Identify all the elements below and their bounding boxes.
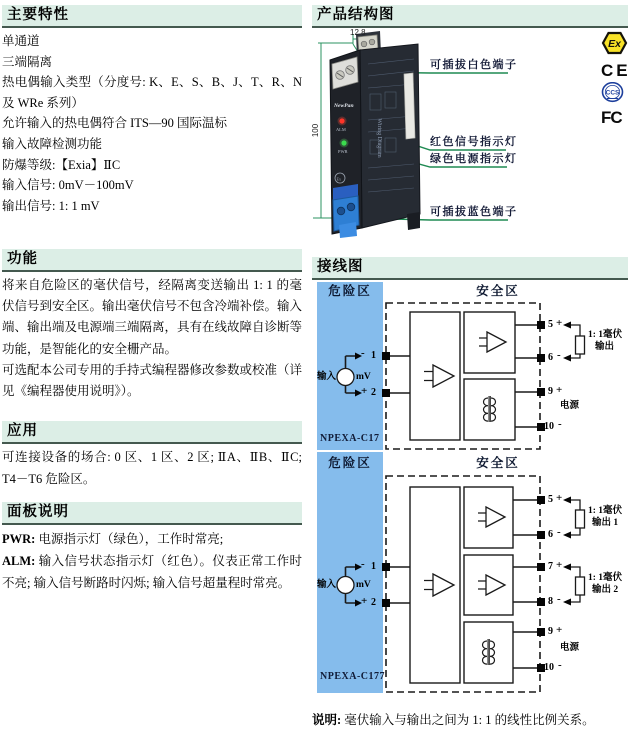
output1-label-line1: 1: 1毫伏 (588, 506, 623, 516)
din-rail-notch (407, 212, 420, 230)
product-structure-figure (312, 28, 631, 256)
zone-label-hazard: 危险区 (328, 456, 372, 470)
input-label: 输入 (317, 580, 337, 590)
side-sticker (404, 73, 415, 139)
terminal-5: 5 (548, 319, 553, 330)
function-paragraph: 可选配本公司专用的手持式编程器修改参数或校准（详见《编程器使用说明》）。 (2, 362, 303, 399)
feature-line: 单通道 (2, 34, 40, 48)
note-label: 说明: (312, 713, 342, 727)
terminal-square (382, 389, 390, 397)
pwr-led-label: PWR (338, 149, 348, 154)
application-body (2, 444, 302, 490)
mv-label: mV (356, 372, 371, 382)
device-side-text: Wiring Diagram (376, 118, 382, 158)
output1-label-line2: 输出 1 (592, 518, 619, 528)
terminal-6: 6 (548, 352, 553, 363)
wiring-linework-2 (312, 452, 631, 695)
input-label: 输入 (317, 372, 337, 382)
section-features (2, 5, 302, 216)
arrow-left-icon (563, 497, 571, 504)
terminal-square (382, 563, 390, 571)
bottom-note (312, 710, 628, 728)
pwr-label: PWR: (2, 532, 36, 546)
polarity-plus: + (556, 624, 563, 636)
output-label-line1: 1: 1毫伏 (588, 330, 623, 340)
feature-line: 允许输入的热电偶符合 ITS—90 国际温标 (2, 116, 228, 131)
terminal-9: 9 (548, 626, 553, 637)
cert-ce-icon: CE (601, 61, 631, 80)
output2-label-line1: 1: 1毫伏 (588, 573, 623, 583)
section-panel (2, 502, 302, 594)
alm-led-red (339, 118, 344, 123)
terminal-10: 10 (544, 662, 554, 673)
isolator-dashed-outline (386, 476, 540, 692)
terminal-square (537, 598, 545, 606)
terminal-square (537, 496, 545, 504)
mv-source-icon (337, 577, 354, 594)
application-paragraph: 可连接设备的场合: 0 区、1 区、2 区; ⅡA、ⅡB、ⅡC; T4－T6 危险区。 (2, 450, 302, 486)
terminal-8: 8 (548, 596, 553, 607)
terminal-1: 1 (371, 350, 376, 361)
power-label: 电源 (560, 401, 580, 411)
terminal-square (537, 388, 545, 396)
terminal-5: 5 (548, 494, 553, 505)
polarity-plus: + (556, 492, 563, 504)
feature-line: 输入信号: 0mV－100mV (2, 178, 134, 193)
terminal-square (537, 354, 545, 362)
dimension-width: 12.8 (350, 28, 366, 37)
pwr-text: 电源指示灯（绿色），工作时常亮; (35, 532, 224, 546)
load-resistor-icon (576, 510, 585, 528)
label-white-terminal: 可插拔白色端子 (430, 59, 518, 71)
section-header-panel: 面板说明 (2, 502, 302, 525)
panel-pwr-line (2, 528, 302, 550)
polarity-plus: + (556, 559, 563, 571)
wiring-diagram-npexa-c177 (312, 452, 631, 695)
zone-label-safe: 安全区 (476, 284, 520, 298)
polarity-plus: + (361, 595, 368, 607)
terminal-square (537, 321, 545, 329)
section-header-function: 功能 (2, 249, 302, 272)
model-label: NPEXA-C177 (320, 671, 385, 682)
load-resistor-icon (576, 577, 585, 595)
output-label-line2: 输出 (595, 342, 615, 352)
feature-line: 输入故障检测功能 (2, 136, 103, 151)
function-body (2, 272, 302, 402)
device-brand: NewPan (334, 103, 354, 109)
zone-label-safe: 安全区 (476, 456, 520, 470)
wiring-diagram-npexa-c17 (312, 280, 631, 452)
terminal-6: 6 (548, 529, 553, 540)
svg-text:CCS: CCS (605, 89, 620, 97)
polarity-plus: + (556, 317, 563, 329)
polarity-minus: - (361, 347, 365, 359)
pwr-led-green (341, 140, 346, 145)
alm-led-label: ALM (336, 127, 346, 132)
arrow-left-icon (563, 564, 571, 571)
section-header-wiring: 接线图 (312, 257, 628, 280)
feature-line: 热电偶输入类型（分度号: K、E、S、B、J、T、R、N 及 WRe 系列） (2, 75, 302, 110)
terminal-square (537, 563, 545, 571)
mv-label: mV (356, 580, 371, 590)
ex-ring-label: Ex (336, 176, 342, 182)
polarity-minus: - (557, 593, 561, 605)
terminal-9: 9 (548, 386, 553, 397)
feature-line: 防爆等级:【Exia】ⅡC (2, 157, 121, 172)
label-blue-terminal: 可插拔蓝色端子 (430, 206, 518, 218)
section-header-features: 主要特性 (2, 5, 302, 28)
load-resistor-icon (576, 336, 585, 354)
power-label: 电源 (560, 643, 580, 653)
terminal-square (537, 628, 545, 636)
terminal-2: 2 (371, 597, 376, 608)
zone-label-hazard: 危险区 (328, 284, 372, 298)
polarity-minus: - (361, 558, 365, 570)
terminal-1: 1 (371, 561, 376, 572)
polarity-plus: + (361, 385, 368, 397)
mv-source-icon (337, 369, 354, 386)
terminal-square (382, 599, 390, 607)
wiring-linework-1 (312, 280, 631, 452)
model-label: NPEXA-C17 (320, 433, 380, 444)
note-text: 毫伏输入与输出之间为 1: 1 的线性比例关系。 (341, 713, 595, 727)
arrow-left-icon (563, 355, 571, 362)
label-red-led: 红色信号指示灯 (430, 136, 518, 148)
section-header-application: 应用 (2, 421, 302, 444)
polarity-minus: - (558, 418, 562, 430)
feature-line: 输出信号: 1: 1 mV (2, 198, 100, 213)
panel-body (2, 525, 302, 594)
feature-line: 三端隔离 (2, 54, 53, 69)
alm-label: ALM: (2, 554, 36, 568)
features-list (2, 28, 302, 216)
terminal-square (382, 352, 390, 360)
section-function (2, 249, 302, 402)
panel-alm-line (2, 550, 302, 594)
terminal-10: 10 (544, 421, 554, 432)
dimension-height: 100 (311, 123, 321, 138)
function-paragraph: 将来自危险区的毫伏信号，经隔离变送输出 1: 1 的毫伏信号到安全区。输出毫伏信号不包含冷端补偿。输入端、输出端及电源端三端隔离，具有在线故障自诊断等功能，是智能化的安全栅产品。 (2, 278, 303, 356)
arrow-left-icon (563, 532, 571, 539)
polarity-minus: - (557, 526, 561, 538)
polarity-minus: - (558, 659, 562, 671)
arrow-left-icon (563, 599, 571, 606)
svg-text:Ex: Ex (608, 38, 621, 50)
section-header-structure: 产品结构图 (312, 5, 628, 28)
polarity-minus: - (557, 349, 561, 361)
cert-fcc-icon: FC (601, 108, 622, 127)
terminal-7: 7 (548, 561, 553, 572)
polarity-plus: + (556, 384, 563, 396)
alm-text: 输入信号状态指示灯（红色）。仪表正常工作时不亮; 输入信号断路时闪烁; 输入信号超量程时常亮。 (2, 554, 302, 590)
output2-label-line2: 输出 2 (592, 585, 619, 595)
device-illustration (330, 31, 420, 238)
section-application (2, 421, 302, 490)
label-green-led: 绿色电源指示灯 (430, 153, 518, 165)
terminal-square (537, 531, 545, 539)
terminal-2: 2 (371, 387, 376, 398)
arrow-left-icon (563, 322, 571, 329)
